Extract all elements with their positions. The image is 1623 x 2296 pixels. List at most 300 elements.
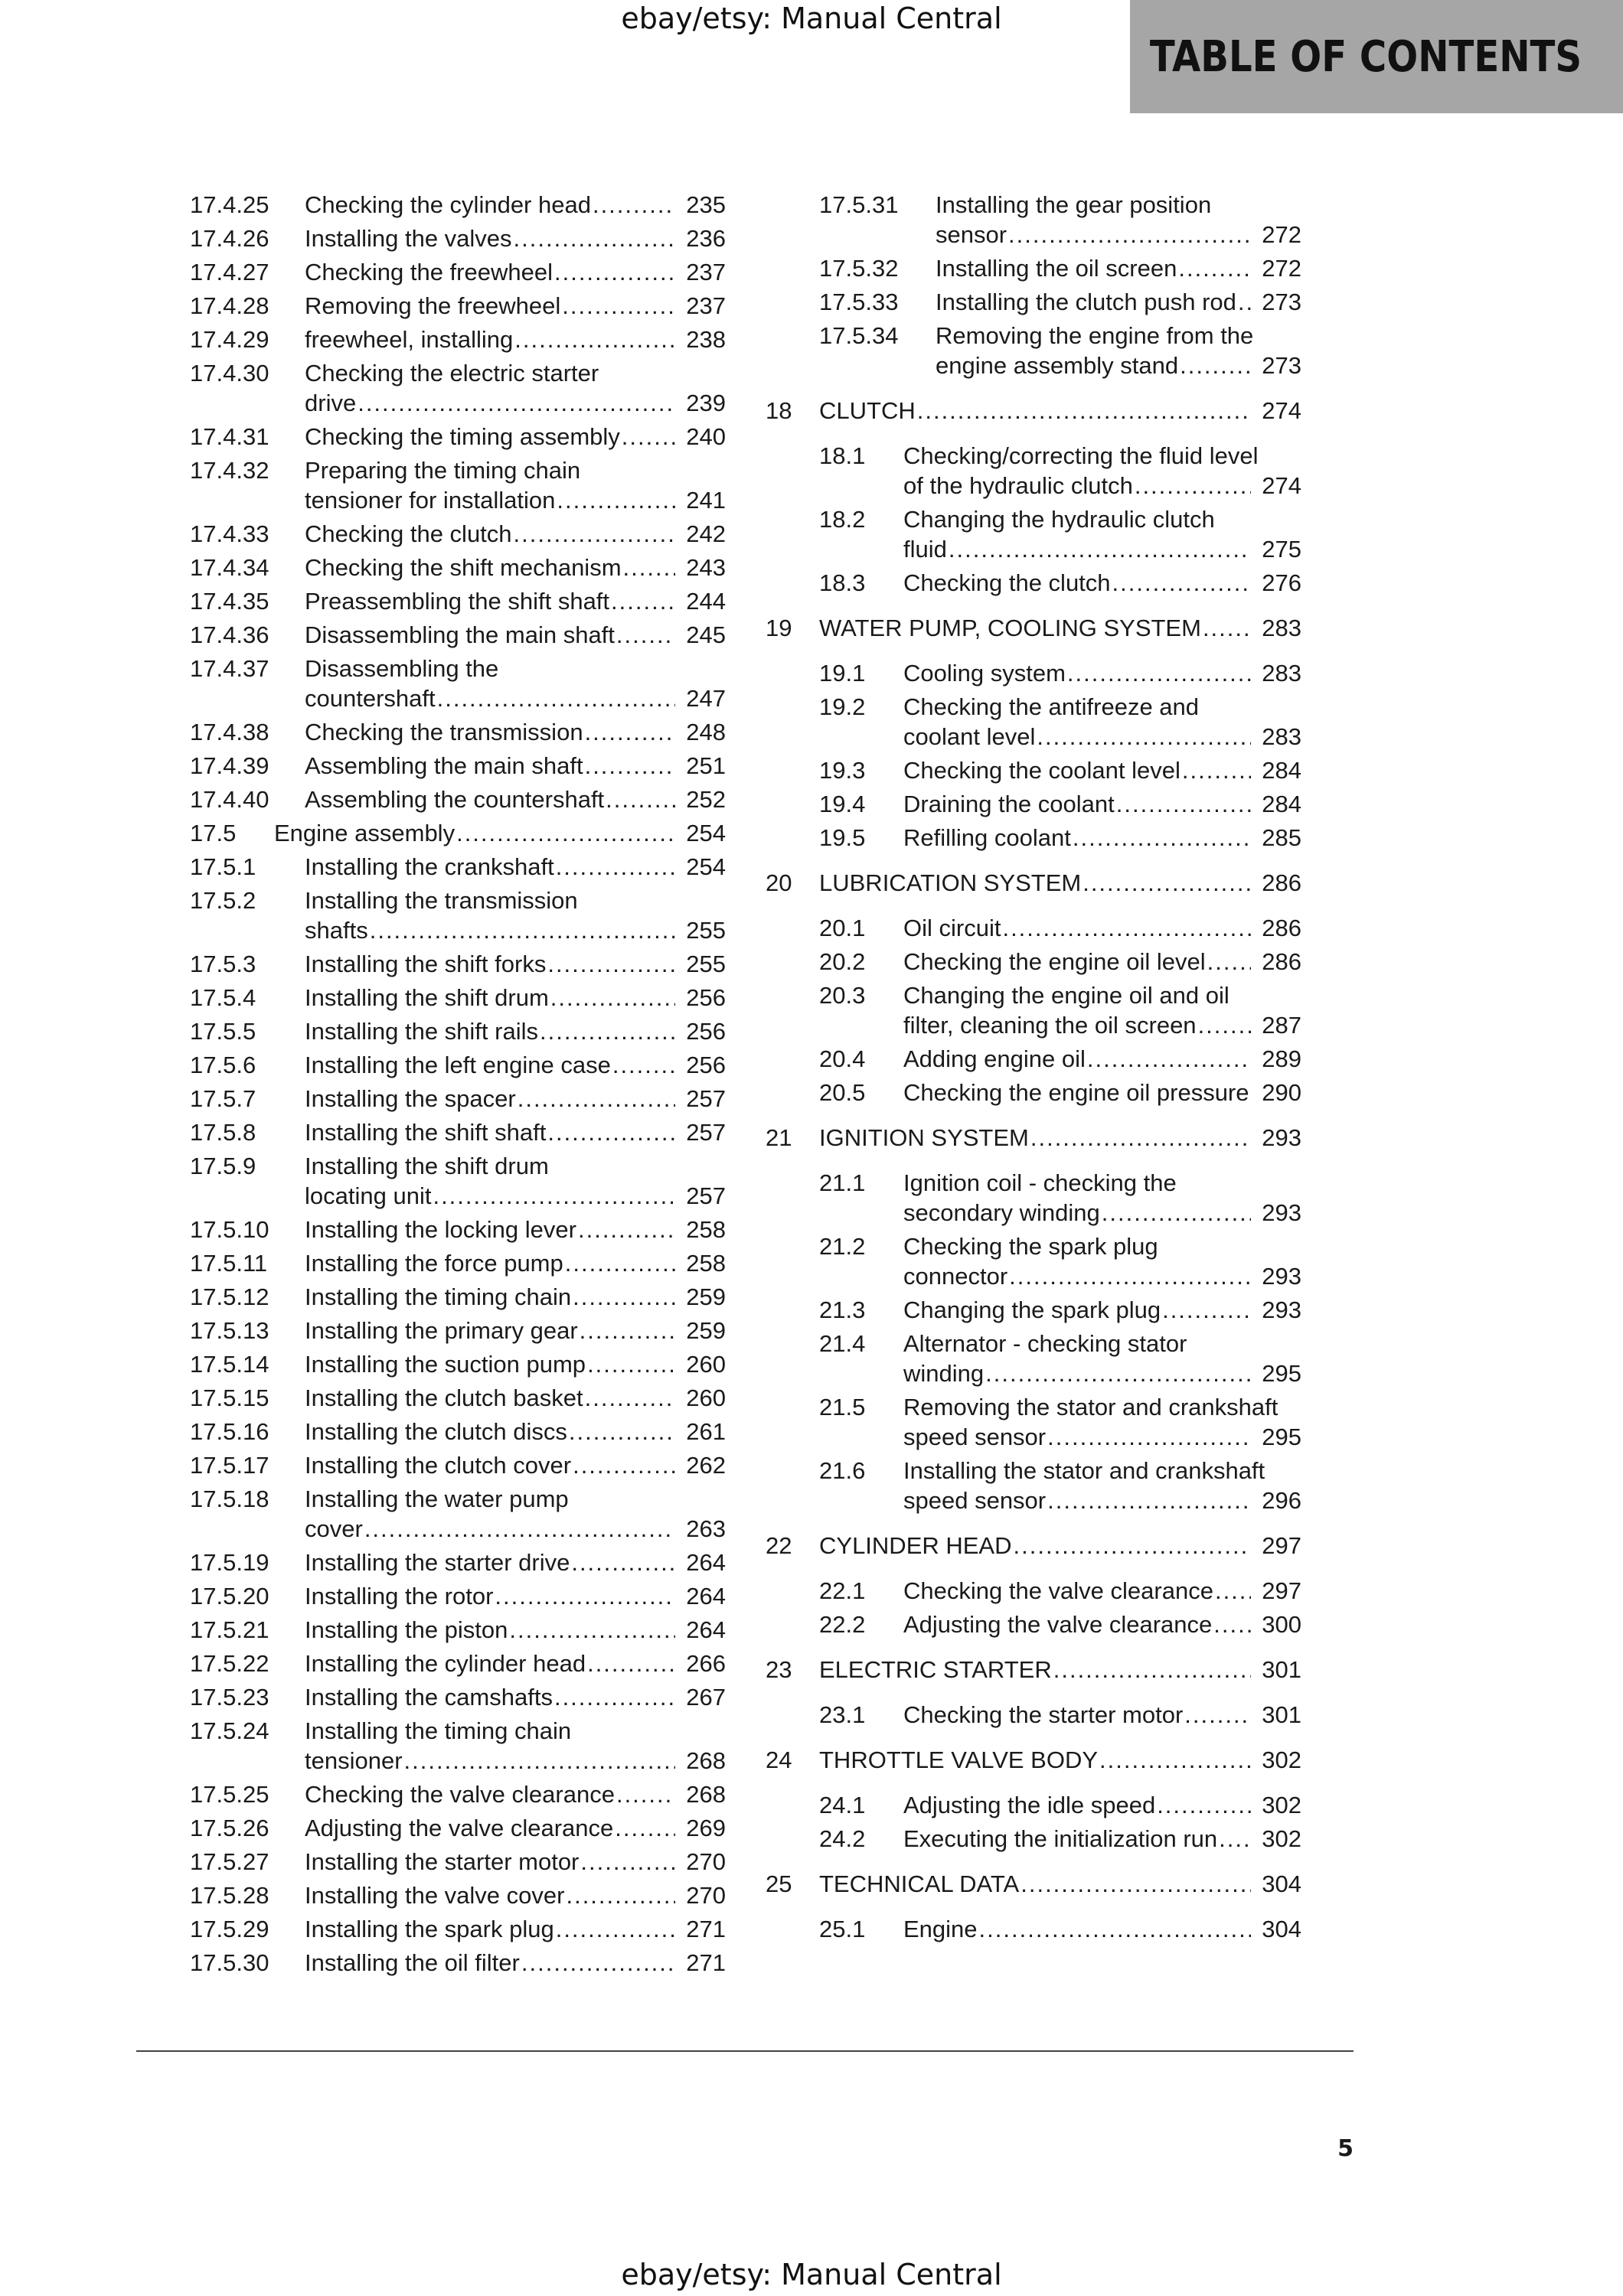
toc-entry-number: 22.1 [819,1577,866,1604]
toc-entry[interactable] [190,784,726,814]
toc-entry-number: 21 [766,1124,792,1151]
dot-leader [547,949,675,979]
toc-entry-number: 17.5.26 [190,1815,269,1841]
toc-entry[interactable] [766,1824,1301,1854]
toc-entry-number: 23.1 [819,1701,866,1728]
toc-entry-number: 24.2 [819,1825,866,1852]
toc-page-number: 271 [686,1916,726,1942]
toc-entry-number: 17.5.20 [190,1583,269,1609]
dot-leader [615,1813,675,1843]
dot-leader [1087,1044,1251,1074]
toc-entry-number: 17.5.28 [190,1882,269,1909]
toc-entry-title: Checking the antifreeze and [903,693,1200,720]
page-title: TABLE OF CONTENTS [1149,31,1582,82]
toc-page-number: 269 [686,1815,726,1841]
toc-page-number: 286 [1262,915,1301,941]
toc-page-number: 258 [686,1216,726,1243]
toc-entry-title: Checking the starter motor [903,1701,1184,1728]
toc-entry-number: 17.5.5 [190,1018,256,1045]
toc-entry-title: Checking the transmission [305,719,583,745]
dot-leader [623,553,675,582]
toc-page-number: 255 [686,951,726,977]
dot-leader [495,1581,675,1611]
toc-entry-title: Checking the clutch [305,520,512,547]
toc-entry-number: 22.2 [819,1611,866,1638]
toc-page-number: 264 [686,1583,726,1609]
dot-leader [622,422,675,452]
toc-page-number: 271 [686,1949,726,1976]
toc-page-number: 273 [1262,352,1301,379]
dot-leader [433,1181,675,1211]
toc-page-number: 270 [686,1848,726,1875]
toc-entry-title: Installing the stator and crankshaft [903,1457,1265,1484]
toc-entry[interactable] [766,1295,1301,1325]
toc-entry-title: Installing the force pump [305,1250,563,1277]
toc-entry[interactable] [190,654,726,713]
section-header [1130,0,1623,113]
toc-entry-title: coolant level [903,723,1036,750]
toc-entry[interactable] [190,1084,726,1114]
dot-leader [985,1358,1251,1388]
dot-leader [573,1282,675,1312]
toc-entry-number: 17.4.26 [190,225,269,252]
toc-entry[interactable] [190,949,726,979]
toc-page-number: 290 [1262,1079,1301,1106]
toc-entry[interactable] [766,980,1301,1040]
toc-entry-title: WATER PUMP, COOLING SYSTEM [819,615,1201,641]
toc-entry[interactable] [190,257,726,287]
toc-entry[interactable] [190,291,726,321]
toc-entry-number: 17.5.30 [190,1949,269,1976]
toc-page-number: 286 [1262,869,1301,896]
dot-leader [404,1746,675,1776]
toc-page-number: 247 [686,685,726,712]
toc-entry-title: Engine [903,1916,978,1942]
toc-entry[interactable] [766,504,1301,564]
toc-entry[interactable] [190,223,726,253]
dot-leader [1047,1422,1251,1452]
dot-leader [1037,722,1251,752]
toc-entry[interactable] [766,287,1301,317]
toc-entry-title: Checking the spark plug [903,1233,1158,1260]
toc-entry-number: 22 [766,1532,792,1559]
toc-entry[interactable] [190,1383,726,1413]
toc-entry-title: Checking the engine oil pressure [903,1079,1249,1106]
dot-leader [437,683,675,713]
toc-entry[interactable] [190,358,726,418]
toc-entry-number: 17.5.19 [190,1549,269,1576]
dot-leader [1009,1261,1251,1291]
toc-entry[interactable] [766,1329,1301,1388]
dot-leader [587,1349,675,1379]
toc-entry-number: 17.5.24 [190,1717,269,1744]
dot-leader [580,1316,675,1345]
toc-entry-number: 17.5.16 [190,1418,269,1445]
toc-entry-title: Checking the coolant level [903,757,1181,784]
toc-page-number: 243 [686,554,726,581]
toc-page-number: 242 [686,520,726,547]
dot-leader [565,1248,675,1278]
toc-entry[interactable] [190,1282,726,1312]
toc-entry-title: speed sensor [903,1424,1047,1450]
toc-entry[interactable] [766,913,1301,943]
toc-entry-number: 17.4.30 [190,360,269,386]
toc-entry-title: LUBRICATION SYSTEM [819,869,1082,896]
dot-leader [585,751,675,781]
toc-entry-number: 17.4.27 [190,259,269,285]
toc-entry-number: 17.4.33 [190,520,269,547]
dot-leader [514,325,675,354]
toc-page-number: 268 [686,1747,726,1774]
dot-leader [521,1948,675,1978]
toc-entry-title: Adding engine oil [903,1045,1086,1072]
toc-entry-title: Installing the clutch push rod [936,289,1236,315]
toc-page-number: 255 [686,917,726,944]
toc-entry-number: 17.4.35 [190,588,269,615]
toc-page-number: 270 [686,1882,726,1909]
toc-entry[interactable] [190,1847,726,1877]
toc-page-number: 302 [1262,1746,1301,1773]
toc-entry-title: cover [305,1515,363,1542]
toc-entry-number: 18 [766,397,792,424]
toc-entry[interactable] [190,818,726,848]
toc-entry-number: 17.5.27 [190,1848,269,1875]
toc-left-column [190,190,726,1981]
toc-entry-title: Installing the oil screen [936,255,1177,282]
toc-entry-number: 20.4 [819,1045,866,1072]
toc-entry-number: 17.5.3 [190,951,256,977]
dot-leader [1203,613,1251,643]
toc-entry[interactable] [190,1316,726,1345]
toc-entry-number: 17.5.9 [190,1153,256,1179]
toc-entry-number: 20.2 [819,948,866,975]
toc-page-number: 284 [1262,791,1301,817]
toc-entry-title: Installing the shift rails [305,1018,538,1045]
toc-entry[interactable] [766,947,1301,977]
toc-page-number: 285 [1262,824,1301,851]
toc-entry[interactable] [766,1456,1301,1515]
dot-leader [540,1016,675,1046]
toc-entry-title: Checking the valve clearance [305,1781,615,1808]
toc-entry[interactable] [190,1880,726,1910]
toc-entry[interactable] [190,751,726,781]
toc-page-number: 251 [686,752,726,779]
toc-entry[interactable] [190,1914,726,1944]
toc-page-number: 301 [1262,1656,1301,1683]
toc-page-number: 273 [1262,289,1301,315]
toc-page-number: 237 [686,292,726,319]
toc-entry-number: 17.4.29 [190,326,269,353]
dot-leader [550,983,675,1013]
toc-entry-number: 17.5 [190,820,237,846]
toc-entry[interactable] [766,658,1301,688]
toc-entry-title: Assembling the main shaft [305,752,583,779]
toc-entry[interactable] [190,1417,726,1446]
toc-entry[interactable] [190,1349,726,1379]
toc-entry-title: Disassembling the main shaft [305,621,615,648]
dot-leader [1219,1824,1251,1854]
toc-page-number: 257 [686,1085,726,1112]
dot-leader [1053,1655,1251,1684]
toc-entry-title: Checking the valve clearance [903,1577,1213,1604]
toc-page-number: 274 [1262,397,1301,424]
dot-leader [1178,253,1251,283]
toc-chapter-entry[interactable] [766,1655,1301,1684]
toc-entry-title: Adjusting the valve clearance [903,1611,1213,1638]
toc-entry[interactable] [190,983,726,1013]
toc-entry-number: 21.2 [819,1233,866,1260]
toc-entry[interactable] [190,717,726,747]
toc-entry[interactable] [766,321,1301,380]
toc-page-number: 302 [1262,1825,1301,1852]
toc-entry-number: 17.4.32 [190,457,269,484]
dot-leader [593,190,675,220]
toc-entry[interactable] [190,885,726,945]
toc-entry[interactable] [190,1215,726,1244]
watermark-bottom: ebay/etsy: Manual Central [621,2258,1002,2291]
dot-leader [917,396,1251,426]
toc-entry[interactable] [190,1548,726,1577]
toc-entry-title: Installing the spacer [305,1085,516,1112]
dot-leader [1157,1790,1251,1820]
toc-entry-number: 21.1 [819,1169,866,1196]
toc-entry[interactable] [766,692,1301,752]
dot-leader [1073,823,1251,853]
toc-page-number: 275 [1262,536,1301,563]
toc-page-number: 293 [1262,1124,1301,1151]
toc-entry-title: countershaft [305,685,436,712]
toc-entry-title: Checking the clutch [903,569,1111,596]
toc-entry-number: 17.5.12 [190,1283,269,1310]
toc-entry[interactable] [766,253,1301,283]
toc-chapter-entry[interactable] [766,396,1301,426]
toc-entry-number: 17.4.38 [190,719,269,745]
toc-page-number: 287 [1262,1012,1301,1039]
toc-entry-number: 17.4.28 [190,292,269,319]
toc-page-number: 268 [686,1781,726,1808]
dot-leader [456,818,675,848]
toc-entry-title: Draining the coolant [903,791,1115,817]
toc-entry-number: 17.5.22 [190,1650,269,1677]
toc-entry-title: engine assembly stand [936,352,1179,379]
toc-page-number: 235 [686,191,726,218]
toc-page-number: 258 [686,1250,726,1277]
dot-leader [1002,913,1251,943]
toc-entry-number: 18.1 [819,442,866,469]
toc-entry[interactable] [190,1016,726,1046]
toc-entry[interactable] [766,755,1301,785]
toc-entry[interactable] [190,620,726,650]
toc-entry-title: secondary winding [903,1199,1100,1226]
toc-entry-title: Checking the engine oil level [903,948,1206,975]
toc-page-number: 260 [686,1351,726,1378]
toc-entry[interactable] [190,1813,726,1843]
dot-leader [358,388,675,418]
toc-entry-number: 17.4.31 [190,423,269,450]
toc-entry-title: Removing the freewheel [305,292,561,319]
toc-entry-title: filter, cleaning the oil screen [903,1012,1197,1039]
toc-entry-title: Cooling system [903,660,1066,687]
toc-entry[interactable] [190,1682,726,1712]
dot-leader [562,291,675,321]
toc-entry-title: Installing the shift forks [305,951,547,977]
toc-entry[interactable] [190,1779,726,1809]
toc-entry[interactable] [766,1914,1301,1944]
toc-entry[interactable] [190,325,726,354]
toc-entry[interactable] [190,553,726,582]
toc-page-number: 289 [1262,1045,1301,1072]
dot-leader [1030,1123,1251,1153]
dot-leader [514,223,675,253]
toc-entry[interactable] [766,1392,1301,1452]
toc-entry-title: Changing the engine oil and oil [903,982,1229,1009]
toc-entry[interactable] [766,789,1301,819]
toc-entry[interactable] [766,1044,1301,1074]
toc-entry-number: 17.5.34 [819,322,899,349]
toc-chapter-entry[interactable] [766,868,1301,898]
toc-entry-number: 17.5.14 [190,1351,269,1378]
toc-entry-title: connector [903,1263,1008,1290]
toc-entry-title: Adjusting the valve clearance [305,1815,614,1841]
toc-entry[interactable] [766,1168,1301,1228]
toc-entry-title: Installing the suction pump [305,1351,586,1378]
toc-entry-title: THROTTLE VALVE BODY [819,1746,1099,1773]
toc-entry-title: Installing the starter drive [305,1549,570,1576]
toc-entry-title: Installing the crankshaft [305,853,554,880]
dot-leader [612,1050,675,1080]
toc-entry[interactable] [190,1716,726,1776]
dot-leader [573,1450,675,1480]
toc-entry-title: Installing the transmission [305,887,578,914]
toc-entry[interactable] [190,190,726,220]
toc-entry-number: 25 [766,1870,792,1897]
toc-entry[interactable] [766,1078,1301,1107]
toc-chapter-entry[interactable] [766,1123,1301,1153]
toc-entry[interactable] [766,190,1301,249]
dot-leader [578,1215,675,1244]
toc-entry-number: 21.3 [819,1296,866,1323]
toc-chapter-entry[interactable] [766,1869,1301,1899]
footer-divider [136,2050,1354,2052]
toc-chapter-entry[interactable] [766,1745,1301,1775]
toc-entry[interactable] [766,1576,1301,1606]
toc-entry-title: speed sensor [903,1487,1047,1514]
toc-entry[interactable] [190,1117,726,1147]
toc-entry[interactable] [766,823,1301,853]
toc-entry[interactable] [766,568,1301,598]
toc-entry[interactable] [190,1151,726,1211]
dot-leader [557,485,675,515]
toc-entry[interactable] [190,852,726,882]
toc-entry-title: CLUTCH [819,397,916,424]
toc-entry-number: 19.2 [819,693,866,720]
toc-entry-title: Preparing the timing chain [305,457,581,484]
toc-page-number: 254 [686,853,726,880]
toc-entry-number: 17.5.13 [190,1317,269,1344]
toc-entry[interactable] [190,1649,726,1678]
toc-entry-number: 17.5.25 [190,1781,269,1808]
toc-entry[interactable] [190,586,726,616]
toc-entry[interactable] [190,1948,726,1978]
toc-entry-title: Alternator - checking stator [903,1330,1187,1357]
toc-entry-number: 17.5.33 [819,289,899,315]
toc-entry-number: 17.5.11 [190,1250,268,1277]
toc-entry[interactable] [190,455,726,515]
toc-page-number: 297 [1262,1577,1301,1604]
toc-page-number: 256 [686,1052,726,1078]
dot-leader [611,586,675,616]
toc-entry-title: Refilling coolant [903,824,1071,851]
toc-entry[interactable] [766,1790,1301,1820]
toc-entry[interactable] [190,1248,726,1278]
toc-entry-title: Checking the electric starter [305,360,599,386]
toc-page-number: 300 [1262,1611,1301,1638]
toc-entry[interactable] [766,1231,1301,1291]
toc-entry[interactable] [190,1615,726,1645]
dot-leader [1099,1745,1251,1775]
dot-leader [979,1914,1251,1944]
toc-page-number: 261 [686,1418,726,1445]
toc-chapter-entry[interactable] [766,613,1301,643]
toc-page-number: 245 [686,621,726,648]
toc-entry[interactable] [190,1484,726,1544]
toc-entry-title: Oil circuit [903,915,1001,941]
toc-page-number: 257 [686,1182,726,1209]
toc-entry[interactable] [766,441,1301,501]
toc-entry[interactable] [766,1700,1301,1730]
toc-entry[interactable] [190,1450,726,1480]
toc-page-number: 252 [686,786,726,813]
toc-entry[interactable] [766,1609,1301,1639]
dot-leader [1083,868,1251,898]
dot-leader [370,915,675,945]
toc-entry[interactable] [190,519,726,549]
dot-leader [1020,1869,1251,1899]
toc-page-number: 293 [1262,1296,1301,1323]
dot-leader [509,1615,675,1645]
toc-entry-number: 24 [766,1746,792,1773]
toc-page-number: 244 [686,588,726,615]
dot-leader [1238,287,1251,317]
toc-entry[interactable] [190,1581,726,1611]
toc-entry[interactable] [190,422,726,452]
toc-entry-title: CYLINDER HEAD [819,1532,1012,1559]
toc-entry-number: 20.5 [819,1079,866,1106]
toc-entry-number: 21.5 [819,1394,866,1420]
toc-entry[interactable] [190,1050,726,1080]
toc-entry-number: 17.5.21 [190,1616,269,1643]
toc-entry-title: winding [903,1360,985,1387]
toc-entry-number: 17.5.2 [190,887,256,914]
toc-entry-number: 23 [766,1656,792,1683]
dot-leader [364,1514,675,1544]
toc-entry-title: Changing the hydraulic clutch [903,506,1215,533]
dot-leader [1182,755,1251,785]
toc-entry-title: Installing the left engine case [305,1052,611,1078]
dot-leader [554,1682,675,1712]
dot-leader [1162,1295,1251,1325]
dot-leader [518,1084,675,1114]
toc-entry-number: 17.5.1 [190,853,256,880]
toc-chapter-entry[interactable] [766,1531,1301,1561]
toc-page-number: 248 [686,719,726,745]
toc-entry-number: 17.5.17 [190,1452,269,1479]
toc-entry-number: 17.5.18 [190,1486,269,1512]
toc-page-number: 239 [686,390,726,416]
toc-entry-title: Disassembling the [305,655,499,682]
toc-entry-number: 18.3 [819,569,866,596]
toc-entry-title: Adjusting the idle speed [903,1792,1156,1818]
